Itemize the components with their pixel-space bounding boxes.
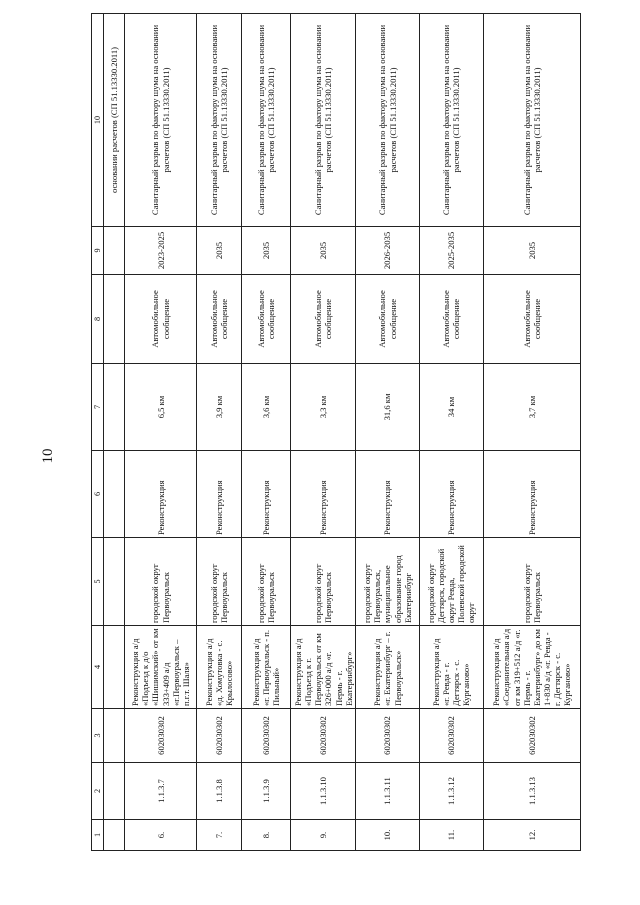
column-number: 6 — [92, 451, 104, 538]
table-row — [197, 14, 242, 851]
cell-empty — [104, 820, 125, 851]
cell-type: Реконструкция — [125, 451, 197, 538]
cell-code: 1.1.3.9 — [242, 763, 291, 820]
cell-location: городской округ Первоуральск — [242, 538, 291, 626]
cell-empty — [104, 763, 125, 820]
cell-period: 2035 — [291, 227, 356, 275]
cell-id: 602030302 — [356, 709, 419, 763]
cell-code: 1.1.3.12 — [419, 763, 483, 820]
cell-type: Реконструкция — [419, 451, 483, 538]
cell-length: 3,6 км — [242, 364, 291, 451]
cell-remark: Санитарный разрыв по фактору шума на основании расчетов (СП 51.13330.2011) — [483, 14, 580, 227]
cell-period: 2035 — [242, 227, 291, 275]
column-number: 2 — [92, 763, 104, 820]
cell-period: 2025-2035 — [419, 227, 483, 275]
cell-purpose: Автомобильное сообщение — [291, 275, 356, 364]
column-number: 4 — [92, 626, 104, 709]
cell-location: городской округ Первоуральск, муниципальное образование город Екатеринбург — [356, 538, 419, 626]
table-row — [419, 14, 483, 851]
rotated-table-wrapper — [91, 14, 581, 851]
cell-type: Реконструкция — [197, 451, 242, 538]
cell-code: 1.1.3.13 — [483, 763, 580, 820]
cell-location: городской округ Первоуральск — [291, 538, 356, 626]
table-row — [291, 14, 356, 851]
cell-object: Реконструкция а/д «г. Екатеринбург – г. Первоуральск» — [356, 626, 419, 709]
cell-length: 3,7 км — [483, 364, 580, 451]
page-number: 10 — [40, 448, 56, 464]
cell-purpose: Автомобильное сообщение — [125, 275, 197, 364]
cell-object: Реконструкция а/д «г. Ревда - г. Дегтярск - с. Курганово» — [419, 626, 483, 709]
cell-remark: Санитарный разрыв по фактору шума на основании расчетов (СП 51.13330.2011) — [356, 14, 419, 227]
cell-length: 6,5 км — [125, 364, 197, 451]
cell-type: Реконструкция — [483, 451, 580, 538]
column-number: 5 — [92, 538, 104, 626]
cell-remark: Санитарный разрыв по фактору шума на основании расчетов (СП 51.13330.2011) — [419, 14, 483, 227]
cell-length: 3,3 км — [291, 364, 356, 451]
cell-object: Реконструкция а/д «Соединительная а/д от км 319+512 а/д «г. Пермь - г. Екатеринбург» до км 1+830 а/д «г. Ревда - г. Дегтярск - с. Курганово» — [483, 626, 580, 709]
column-number: 10 — [92, 14, 104, 227]
cell-id: 602030302 — [419, 709, 483, 763]
cell-code: 1.1.3.8 — [197, 763, 242, 820]
cell-location: городской округ Первоуральск — [125, 538, 197, 626]
cell-period: 2035 — [483, 227, 580, 275]
cell-period: 2035 — [197, 227, 242, 275]
column-number: 1 — [92, 820, 104, 851]
cell-num: 8. — [242, 820, 291, 851]
cell-type: Реконструкция — [356, 451, 419, 538]
cell-code: 1.1.3.10 — [291, 763, 356, 820]
cell-remark: основании расчетов (СП 51.13330.2011) — [104, 14, 125, 227]
cell-purpose: Автомобильное сообщение — [419, 275, 483, 364]
cell-num: 12. — [483, 820, 580, 851]
cell-object: Реконструкция а/д «Подъезд к г. Первоуральск от км 326+000 а/д «г. Пермь - г. Екатеринбург» — [291, 626, 356, 709]
cell-code: 1.1.3.7 — [125, 763, 197, 820]
cell-type: Реконструкция — [291, 451, 356, 538]
cell-purpose: Автомобильное сообщение — [242, 275, 291, 364]
cell-num: 6. — [125, 820, 197, 851]
column-number: 3 — [92, 709, 104, 763]
column-number: 9 — [92, 227, 104, 275]
cell-location: городской округ Первоуральск — [197, 538, 242, 626]
cell-remark: Санитарный разрыв по фактору шума на основании расчетов (СП 51.13330.2011) — [291, 14, 356, 227]
cell-empty — [104, 538, 125, 626]
cell-object: Реконструкция а/д «Подъезд к д/о «Шишимский» от км 333+409 а/д «г.Первоуральск – п.г.т. Шаля» — [125, 626, 197, 709]
cell-remark: Санитарный разрыв по фактору шума на основании расчетов (СП 51.13330.2011) — [125, 14, 197, 227]
cell-num: 11. — [419, 820, 483, 851]
cell-remark: Санитарный разрыв по фактору шума на основании расчетов (СП 51.13330.2011) — [242, 14, 291, 227]
table-row — [242, 14, 291, 851]
cell-length: 3,9 км — [197, 364, 242, 451]
cell-length: 34 км — [419, 364, 483, 451]
cell-empty — [104, 451, 125, 538]
cell-id: 602030302 — [483, 709, 580, 763]
cell-object: Реконструкция а/д «г. Первоуральск - п. Пильный» — [242, 626, 291, 709]
cell-length: 31,6 км — [356, 364, 419, 451]
column-number-row — [92, 14, 104, 851]
cell-period: 2026-2035 — [356, 227, 419, 275]
cell-id: 602030302 — [197, 709, 242, 763]
cell-num: 7. — [197, 820, 242, 851]
cell-num: 10. — [356, 820, 419, 851]
cell-num: 9. — [291, 820, 356, 851]
column-number: 7 — [92, 364, 104, 451]
cell-empty — [104, 227, 125, 275]
cell-remark: Санитарный разрыв по фактору шума на основании расчетов (СП 51.13330.2011) — [197, 14, 242, 227]
cell-id: 602030302 — [125, 709, 197, 763]
cell-empty — [104, 626, 125, 709]
cell-location: городской округ Дегтярск, городской округ Ревда, Полевской городской округ — [419, 538, 483, 626]
cell-empty — [104, 709, 125, 763]
column-number: 8 — [92, 275, 104, 364]
cell-purpose: Автомобильное сообщение — [483, 275, 580, 364]
cell-code: 1.1.3.11 — [356, 763, 419, 820]
planning-objects-table — [91, 13, 581, 851]
cell-object: Реконструкция а/д «д. Хомутовка - с. Крылосово» — [197, 626, 242, 709]
cell-id: 602030302 — [242, 709, 291, 763]
cell-empty — [104, 364, 125, 451]
cell-empty — [104, 275, 125, 364]
cell-type: Реконструкция — [242, 451, 291, 538]
table-row — [125, 14, 197, 851]
continued-row — [104, 14, 125, 851]
table-row — [483, 14, 580, 851]
cell-id: 602030302 — [291, 709, 356, 763]
cell-purpose: Автомобильное сообщение — [356, 275, 419, 364]
cell-purpose: Автомобильное сообщение — [197, 275, 242, 364]
table-row — [356, 14, 419, 851]
cell-location: городской округ Первоуральск — [483, 538, 580, 626]
cell-period: 2023-2025 — [125, 227, 197, 275]
